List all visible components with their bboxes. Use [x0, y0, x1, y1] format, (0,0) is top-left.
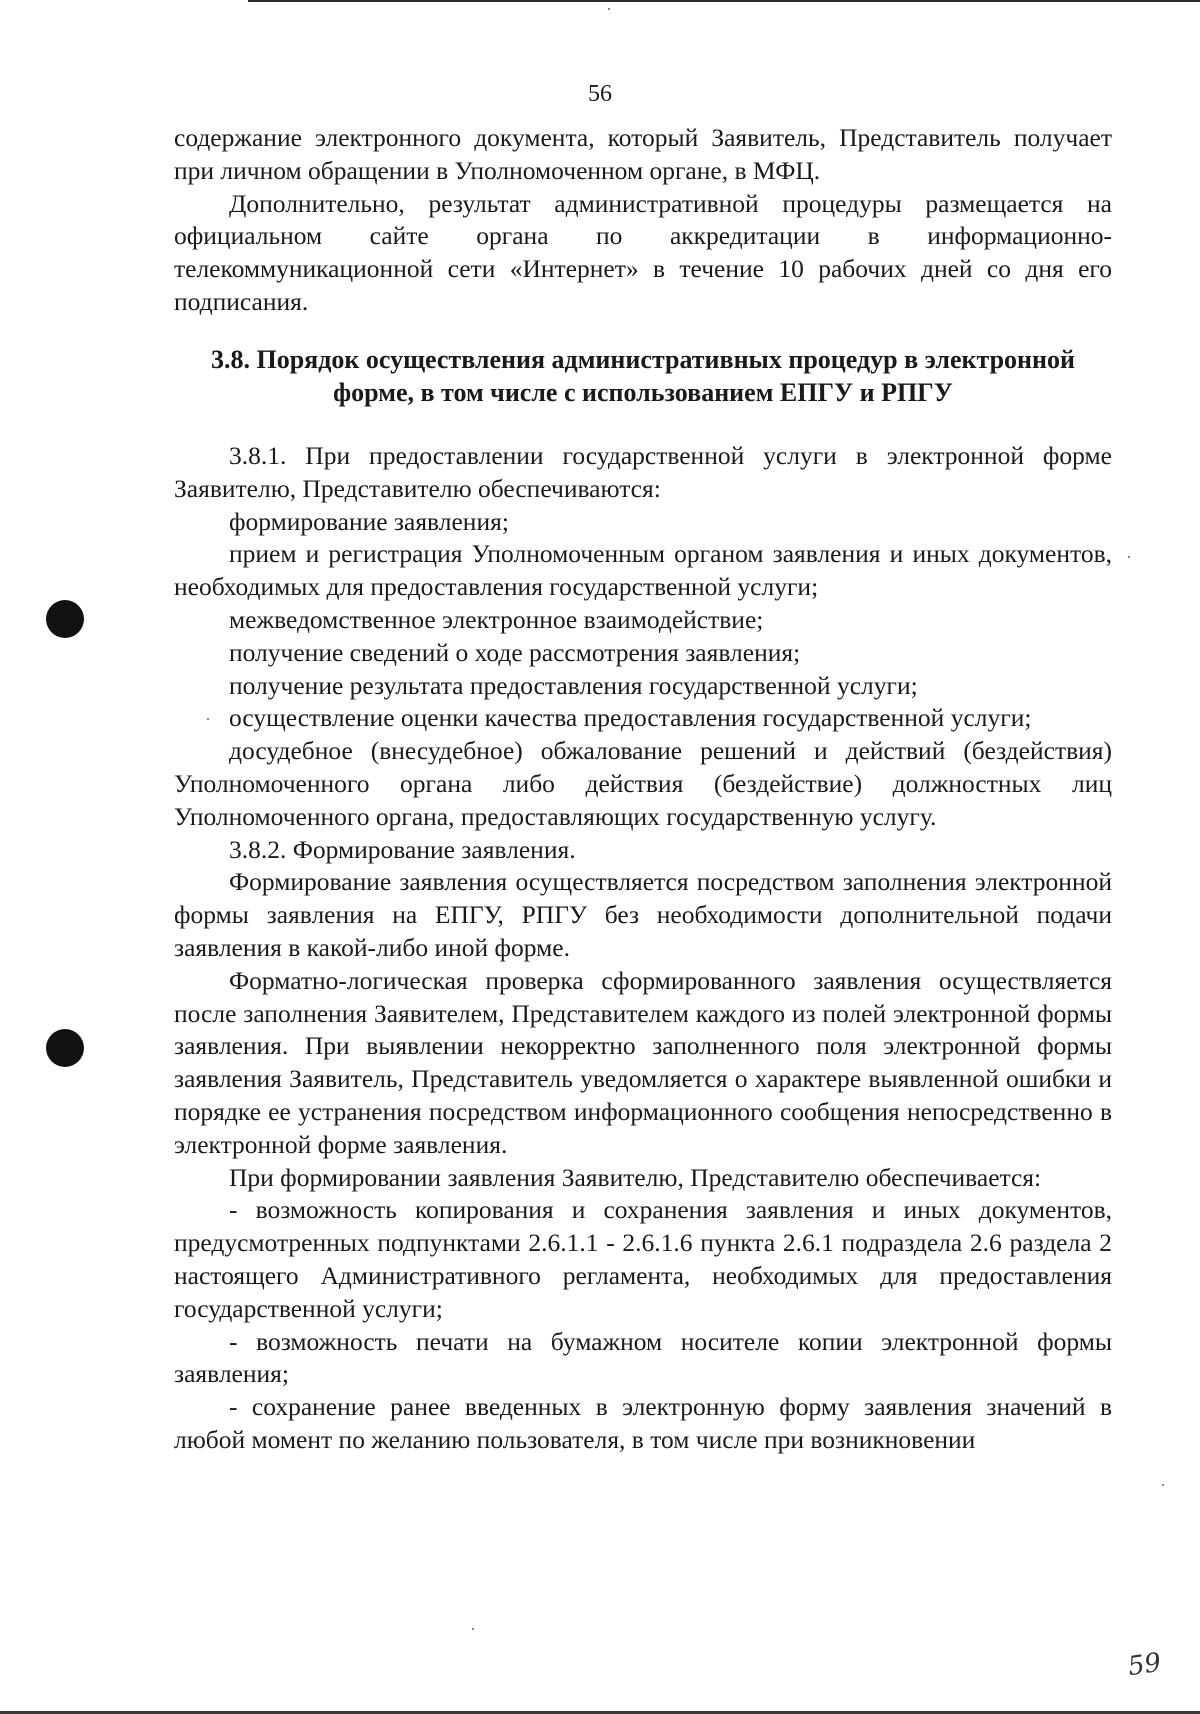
scan-speck: [1128, 556, 1130, 558]
scan-edge-top: [248, 0, 1200, 2]
scan-speck: [608, 8, 610, 10]
scan-speck: [472, 1628, 474, 1630]
list-item: досудебное (внесудебное) обжалование решений и действий (бездействия) Уполномоченного органа либо действия (бездействие) должностных лиц Уполномоченного органа, предоставляющих государственную услугу.: [174, 736, 1112, 831]
list-item: получение результата предоставления государственной услуги;: [229, 670, 918, 700]
list-item: - возможность печати на бумажном носителе копии электронной формы заявления;: [174, 1326, 1112, 1389]
scan-speck: [207, 718, 209, 720]
punch-hole: [46, 600, 84, 638]
paragraph: содержание электронного документа, который Заявитель, Представитель получает при личном обращении в Уполномоченном органе, в МФЦ.: [174, 123, 1112, 185]
paragraph: При формировании заявления Заявителю, Представителю обеспечивается:: [229, 1162, 1042, 1192]
list-item: осуществление оценки качества предоставления государственной услуги;: [229, 703, 1032, 733]
punch-hole: [46, 1029, 84, 1067]
list-item: прием и регистрация Уполномоченным органом заявления и иных документов, необходимых для предоставления государственной услуги;: [174, 539, 1112, 602]
subsection-title: 3.8.2. Формирование заявления.: [229, 834, 576, 864]
paragraph: Форматно-логическая проверка сформированного заявления осуществляется после заполнения Заявителем, Представителем каждого из полей электронной формы заявления. При выявлении некорректно заполненного поля электронной формы заявления Заявитель, Представитель уведомляется о характере выявленной ошибки и порядке ее устранения посредством информационного сообщения непосредственно в электронной форме заявления.: [174, 965, 1112, 1159]
paragraph: Дополнительно, результат административной процедуры размещается на официальном сайте органа по аккредитации в информационно-телекоммуникационной сети «Интернет» в течение 10 рабочих дней со дня его подписания.: [174, 188, 1112, 316]
list-item: - возможность копирования и сохранения заявления и иных документов, предусмотренных подпунктами 2.6.1.1 - 2.6.1.6 пункта 2.6.1 подраздела 2.6 раздела 2 настоящего Административного регламента, необходимых для предоставления государственной услуги;: [174, 1195, 1112, 1323]
intro-text: [174, 122, 1112, 319]
scan-speck: [1162, 1484, 1164, 1486]
list-item: формирование заявления;: [229, 506, 509, 536]
page-number: 56: [588, 81, 612, 107]
section-body: [174, 440, 1112, 1457]
section-heading-line: 3.8. Порядок осуществления административных процедур в электронной: [211, 345, 1075, 374]
list-item: получение сведений о ходе рассмотрения заявления;: [229, 637, 801, 667]
section-heading-line: форме, в том числе с использованием ЕПГУ и РПГУ: [333, 378, 953, 407]
list-item: межведомственное электронное взаимодействие;: [229, 604, 764, 634]
handwritten-page-mark: 59: [1126, 1647, 1164, 1683]
paragraph: 3.8.1. При предоставлении государственной услуги в электронной форме Заявителю, Представителю обеспечиваются:: [174, 441, 1112, 503]
section-heading: [174, 343, 1112, 409]
paragraph: Формирование заявления осуществляется посредством заполнения электронной формы заявления на ЕПГУ, РПГУ без необходимости дополнительной подачи заявления в какой-либо иной форме.: [174, 867, 1112, 962]
list-item: - сохранение ранее введенных в электронную форму заявления значений в любой момент по желанию пользователя, в том числе при возникновении: [174, 1392, 1112, 1454]
